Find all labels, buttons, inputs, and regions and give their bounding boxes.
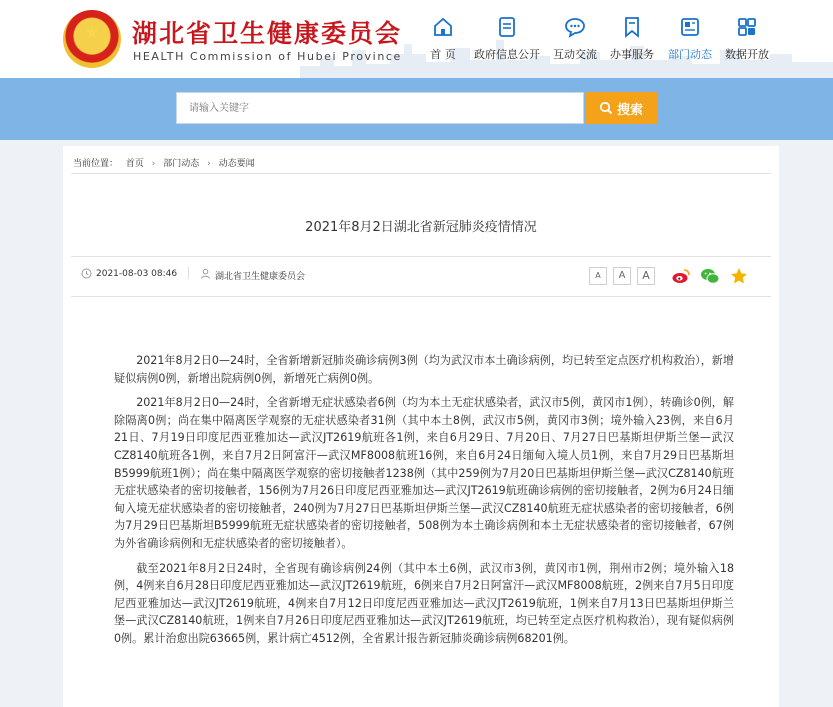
breadcrumb-separator: ›: [207, 159, 211, 169]
national-emblem: [63, 10, 121, 68]
nav-interaction-label: 互动交流: [553, 48, 597, 61]
nav-services-label: 办事服务: [610, 48, 654, 61]
breadcrumb-separator: ›: [151, 159, 156, 169]
breadcrumb-department-news-link[interactable]: 部门动态: [163, 159, 200, 169]
meta-divider: [188, 267, 189, 279]
article-paragraph: 2021年8月2日0—24时，全省新增无症状感染者6例（均为本土无症状感染者，武汉市5例，黄冈市1例），转确诊0例，解除隔离0例；尚在集中隔离医学观察的无症状感染者31例（其中本土8例，武汉市5例，黄冈市3例；境外输入23例，来自6月21日、7月19日印度尼西亚雅加达—武汉JT2619航班各1例，来自6月29日、7月20日、7月27日巴基斯坦伊斯兰堡—武汉CZ8140航班各1例，来自7月2日阿富汗—武汉MF8008航班16例，来自6月24日缅甸入境人员1例，来自7月29日巴基斯坦B5999航班1例）；尚在集中隔离医学观察的密切接触者1238例（其中259例为7月20日巴基斯坦伊斯兰堡—武汉CZ8140航班无症状感染者的密切接触者，156例为7月26日印度尼西亚雅加达—武汉JT2619航班确诊病例的密切接触者，2例为6月24日缅甸入境无症状感染者的密切接触者，240例为7月27日巴基斯坦伊斯兰堡—武汉CZ8140航班无症状感染者的密切接触者，6例为7月29日巴基斯坦B5999航班无症状感染者的密切接触者，508例为本土确诊病例和本土无症状感染者的密切接触者，67例为外省确诊病例和无症状感染者的密切接触者）。: [114, 396, 734, 550]
breadcrumb: [73, 156, 255, 169]
grid-icon: [736, 16, 758, 38]
article-body: [114, 352, 734, 655]
search-button-label: 搜索: [616, 102, 643, 118]
magnifier-icon: [599, 101, 613, 115]
font-size-large-button[interactable]: A: [637, 267, 655, 285]
breadcrumb-home-link[interactable]: 首页: [125, 159, 144, 169]
bookmark-icon: [621, 16, 643, 38]
breadcrumb-news-headlines-link[interactable]: 动态要闻: [218, 159, 255, 169]
publish-date: 2021-08-03 08:46: [96, 269, 178, 279]
divider: [71, 256, 771, 257]
star-icon: ★: [83, 22, 101, 43]
site-title: 湖北省卫生健康委员会: [132, 19, 403, 48]
article-source: 湖北省卫生健康委员会: [215, 272, 306, 282]
wechat-share-icon[interactable]: [700, 267, 720, 285]
nav-open-data-label: 数据开放: [725, 48, 769, 61]
weibo-share-icon[interactable]: [671, 267, 691, 285]
site-header: [0, 0, 833, 78]
nav-home[interactable]: [408, 0, 478, 78]
font-size-small-button[interactable]: A: [589, 267, 607, 285]
divider: [71, 296, 771, 297]
article-title: 2021年8月2日湖北省新冠肺炎疫情情况: [305, 220, 537, 235]
clock-icon: [81, 268, 92, 279]
search-input[interactable]: [176, 92, 584, 124]
breadcrumb-prefix: 当前位置：: [73, 159, 119, 169]
nav-department-news-label: 部门动态: [668, 48, 712, 61]
home-icon: [432, 16, 454, 38]
article-paragraph: 截至2021年8月2日24时，全省现有确诊病例24例（其中本土6例，武汉市3例，黄冈市1例，荆州市2例；境外输入18例，4例来自6月28日印度尼西亚雅加达—武汉JT2619航班，6例来自7月2日阿富汗—武汉MF8008航班，2例来自7月5日印度尼西亚雅加达—武汉JT2619航班，4例来自7月12日印度尼西亚雅加达—武汉JT2619航班，1例来自7月13日巴基斯坦伊斯兰堡—武汉CZ8140航班，1例来自7月26日印度尼西亚雅加达—武汉JT2619航班，均已转至定点医疗机构救治），现有疑似病例0例。累计治愈出院63665例，累计病亡4512例，全省累计报告新冠肺炎确诊病例68201例。: [114, 561, 734, 645]
favorite-star-icon[interactable]: [729, 267, 749, 285]
article-paragraph: 2021年8月2日0—24时，全省新增新冠肺炎确诊病例3例（均为武汉市本土确诊病例，均已转至定点医疗机构救治），新增疑似病例0例，新增出院病例0例，新增死亡病例0例。: [114, 354, 734, 385]
nav-home-label: 首 页: [430, 48, 456, 61]
divider: [71, 173, 771, 174]
search-button[interactable]: [585, 92, 657, 124]
font-size-medium-button[interactable]: A: [613, 267, 631, 285]
site-subtitle: HEALTH Commission of Hubei Province: [133, 50, 402, 63]
nav-government-info[interactable]: [472, 0, 542, 78]
chat-bubble-icon: [564, 16, 586, 38]
document-icon: [496, 16, 518, 38]
nav-open-data[interactable]: [712, 0, 782, 78]
article-panel: [63, 146, 779, 707]
user-icon: [200, 268, 211, 279]
news-icon: [679, 16, 701, 38]
nav-government-info-label: 政府信息公开: [474, 48, 540, 61]
